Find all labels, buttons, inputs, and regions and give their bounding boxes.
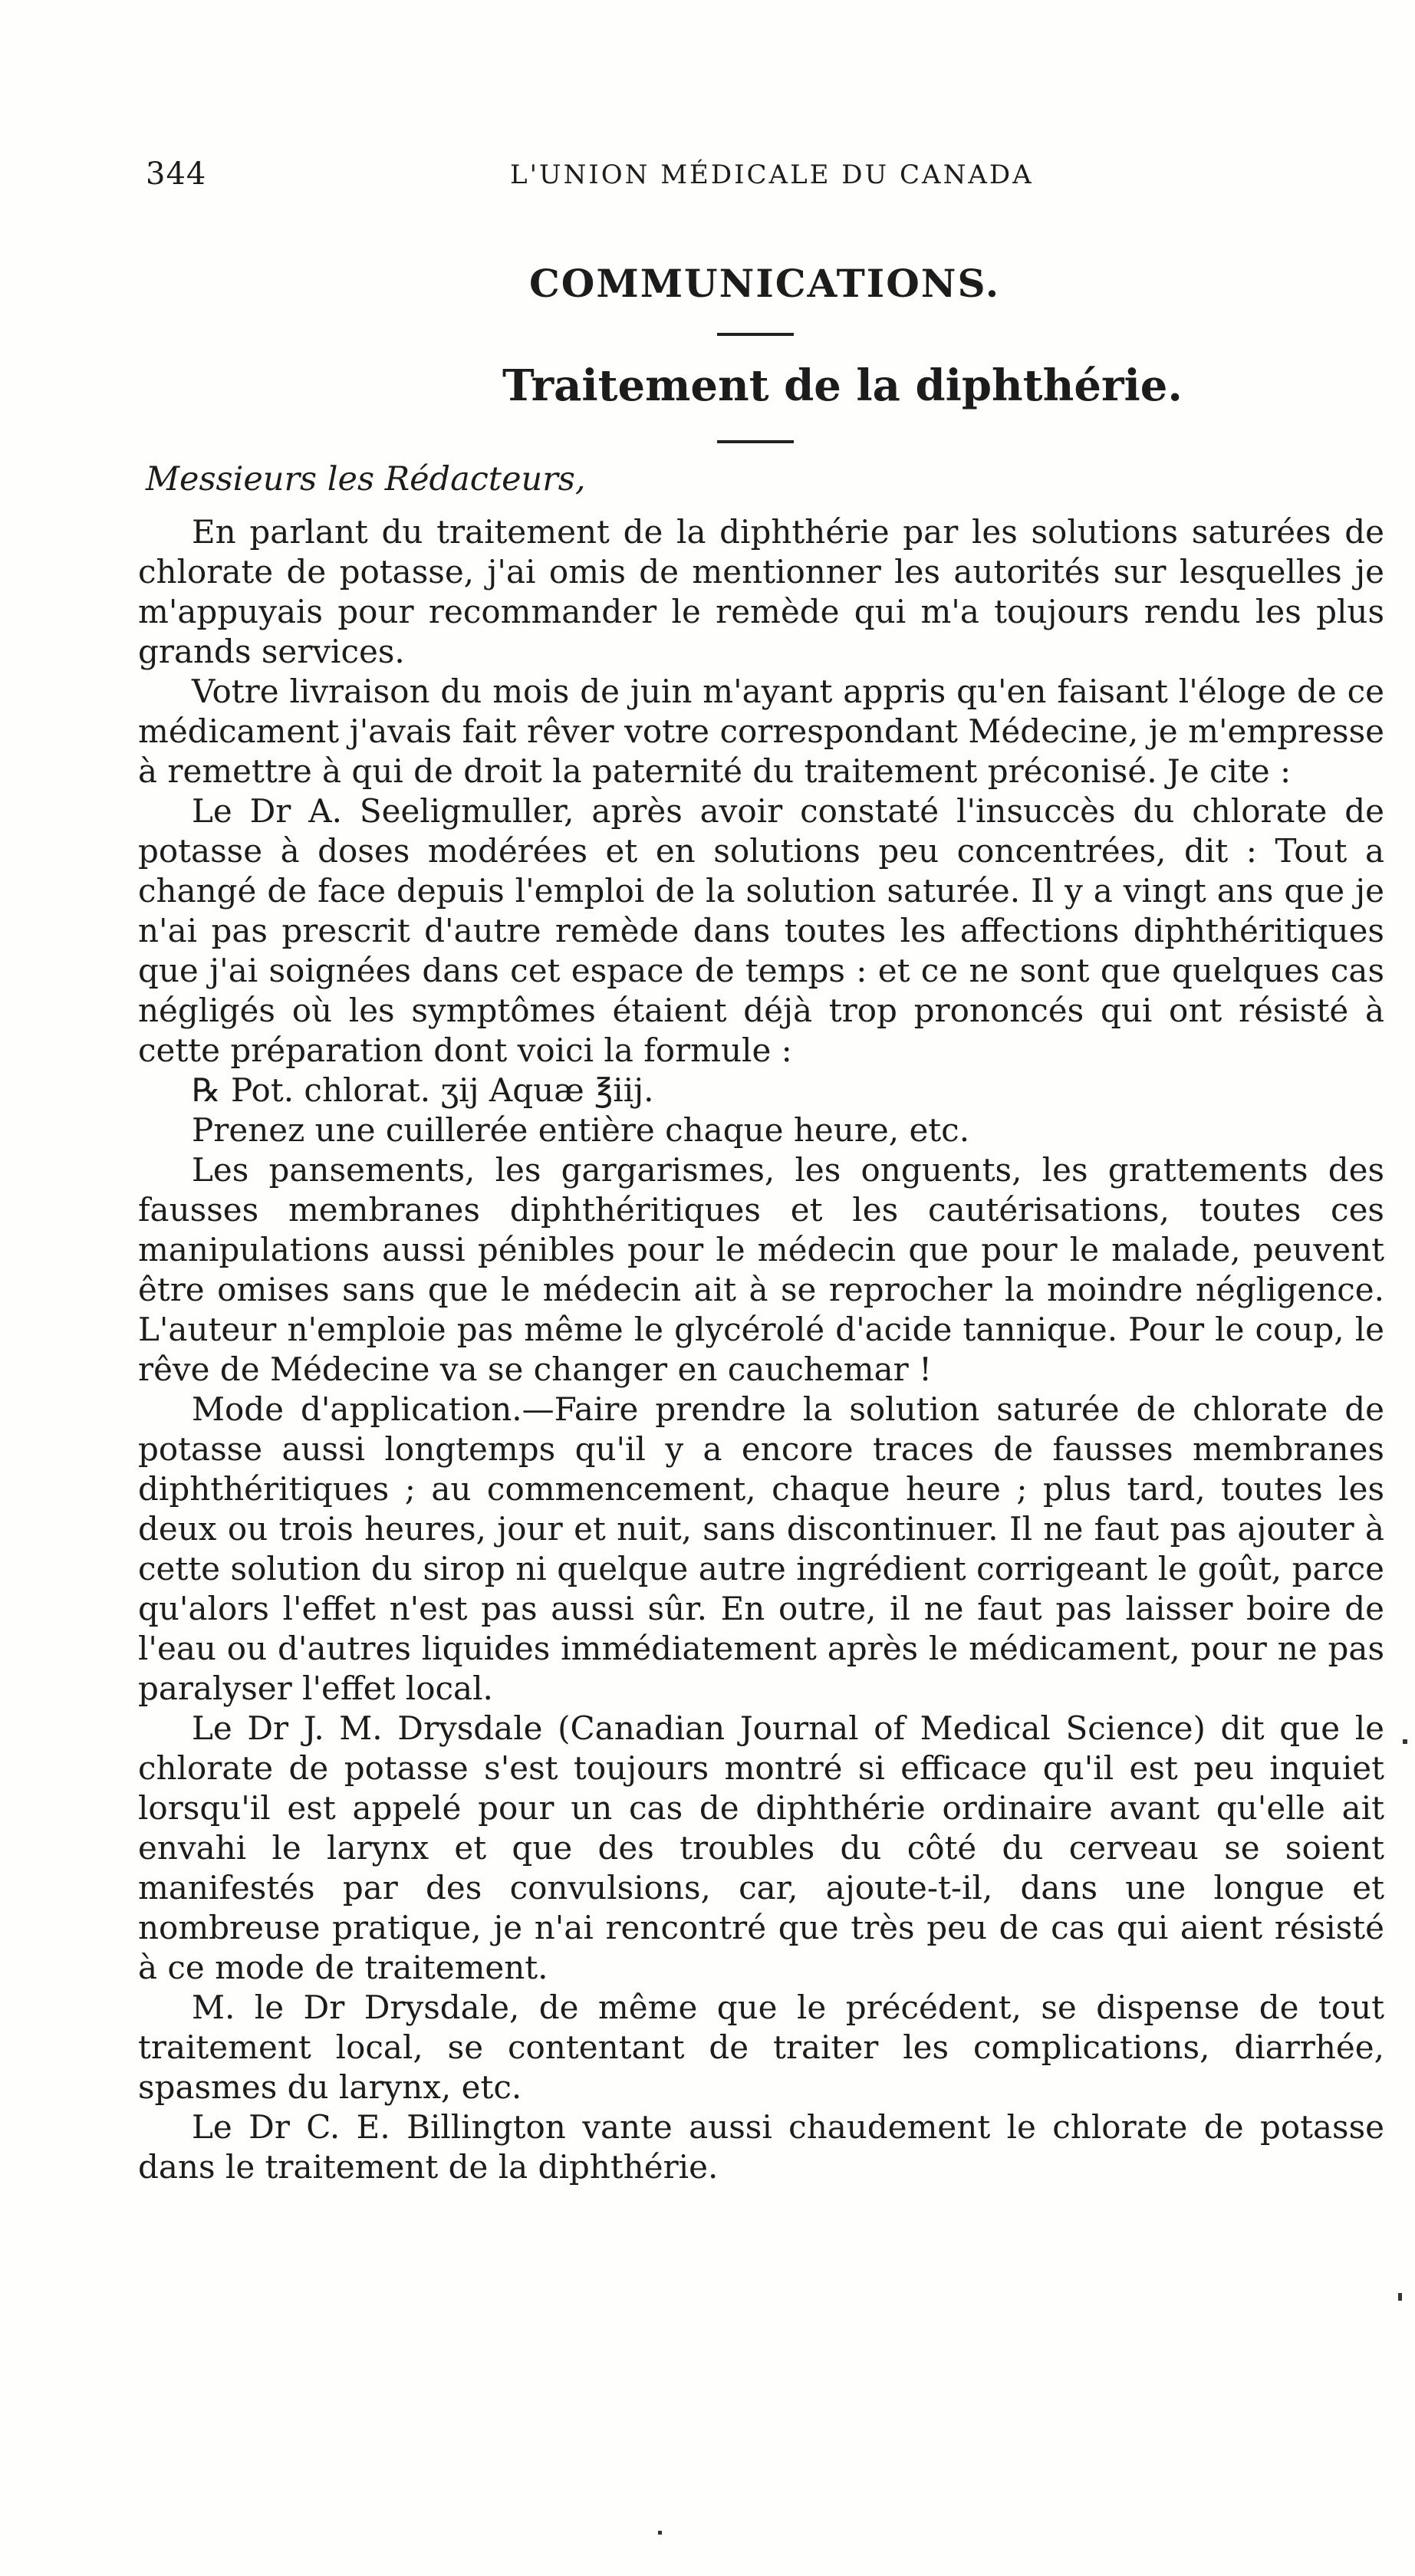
title-divider (717, 333, 794, 336)
paragraph: Le Dr J. M. Drysdale (Canadian Journal of Medical Science) dit que le chlorate de potasse s'est toujours montré si efficace qu'il est peu inquiet lorsqu'il est appelé pour un cas de diphthérie ordinaire avant qu'elle ait envahi le larynx et que des troubles du côté du cerveau se soient manifestés par des convulsions, car, ajoute-t-il, dans une longue et nombreuse pratique, je n'ai rencontré que très peu de cas qui aient résisté à ce mode de traitement. (138, 1709, 1384, 1986)
paragraph: Les pansements, les gargarismes, les onguents, les grattements des fausses membranes diphthéritiques et les cautérisations, toutes ces manipulations aussi pénibles pour le médecin que pour le malade, peuvent être omises sans que le médecin ait à se reprocher la moindre négligence. L'auteur n'emploie pas même le glycérolé d'acide tannique. Pour le coup, le rêve de Médecine va se changer en cauchemar ! (138, 1151, 1384, 1388)
running-head (146, 156, 1051, 202)
paragraph: Le Dr C. E. Billington vante aussi chaudement le chlorate de potasse dans le traitement de la diphthérie. (138, 2108, 1384, 2186)
paragraph: En parlant du traitement de la diphthérie par les solutions saturées de chlorate de potasse, j'ai omis de mentionner les autorités sur lesquelles je m'appuyais pour recommander le remède qui m'a toujours rendu les plus grands services. (138, 513, 1384, 670)
scan-speck (1403, 1739, 1407, 1744)
paragraph: Mode d'application.—Faire prendre la solution saturée de chlorate de potasse aussi longtemps qu'il y a encore traces de fausses membranes diphthéritiques ; au commencement, chaque heure ; plus tard, toutes les deux ou trois heures, jour et nuit, sans discontinuer. Il ne faut pas ajouter à cette solution du sirop ni quelque autre ingrédient corrigeant le goût, parce qu'alors l'effet n'est pas aussi sûr. En outre, il ne faut pas laisser boire de l'eau ou d'autres liquides immédiatement après le médicament, pour ne pas paralyser l'effet local. (138, 1390, 1384, 1707)
paragraph: Le Dr A. Seeligmuller, après avoir constaté l'insuccès du chlorate de potasse à doses modérées et en solutions peu concentrées, dit : Tout a changé de face depuis l'emploi de la solution saturée. Il y a vingt ans que je n'ai pas prescrit d'autre remède dans toutes les affections diphthéritiques que j'ai soignées dans cet espace de temps : et ce ne sont que quelques cas négligés où les symptômes étaient déjà trop prononcés qui ont résisté à cette préparation dont voici la formule : (138, 792, 1384, 1069)
page-number: 344 (146, 156, 207, 192)
salutation: Messieurs les Rédacteurs, (146, 460, 586, 498)
paragraph: M. le Dr Drysdale, de même que le précédent, se dispense de tout traitement local, se contentant de traiter les complications, diarrhée, spasmes du larynx, etc. (138, 1989, 1384, 2106)
article-title: Traitement de la diphthérie. (502, 360, 1183, 411)
prescription-formula: ℞ Pot. chlorat. ʒij Aquæ ℥iij. (192, 1071, 654, 1109)
paragraph: Prenez une cuillerée entière chaque heure, etc. (192, 1111, 970, 1149)
scan-speck (658, 2531, 662, 2535)
journal-title: L'UNION MÉDICALE DU CANADA (510, 160, 1034, 190)
scan-speck (1398, 2293, 1402, 2301)
section-title: COMMUNICATIONS. (529, 261, 1001, 306)
article-body (138, 512, 1384, 2187)
paragraph: Votre livraison du mois de juin m'ayant appris qu'en faisant l'éloge de ce médicament j'avais fait rêver votre correspondant Médecine, je m'empresse à remettre à qui de droit la paternité du traitement préconisé. Je cite : (138, 673, 1384, 790)
title-divider (717, 440, 794, 443)
